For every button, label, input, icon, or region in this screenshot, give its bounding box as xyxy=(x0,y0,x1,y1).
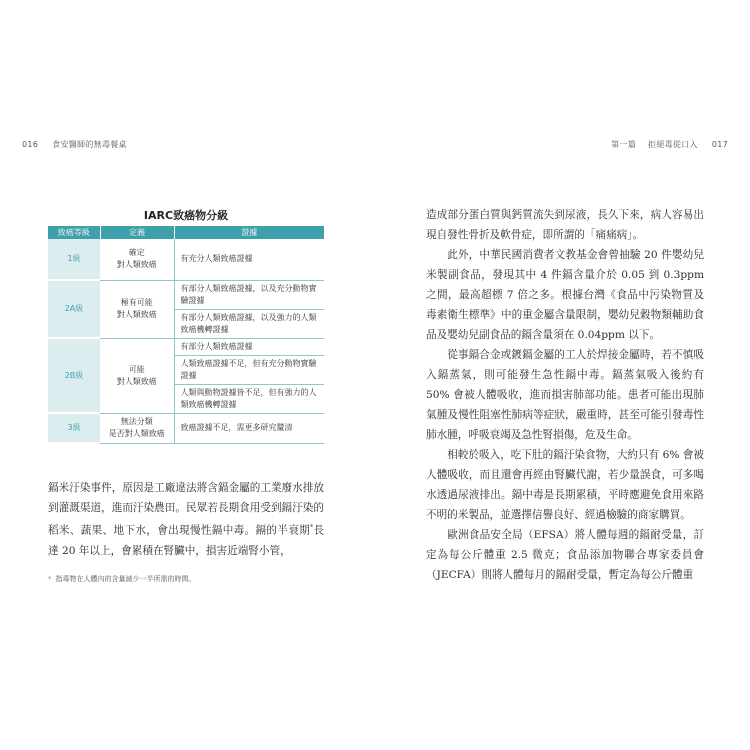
column-header-evidence: 證據 xyxy=(174,226,324,239)
left-page-number: 016 xyxy=(22,140,39,149)
body-paragraph: 造成部分蛋白質與鈣質流失到尿液，長久下來，病人容易出現自發性骨折及軟骨症，即所謂的「痛痛病」。 xyxy=(426,209,704,241)
left-running-header xyxy=(22,139,127,150)
right-page-number: 017 xyxy=(711,140,728,149)
level-cell: 3級 xyxy=(48,413,100,443)
table-row xyxy=(48,239,324,280)
body-paragraph: 歐洲食品安全局（EFSA）將人體每週的鎘耐受量，訂定為每公斤體重 2.5 微克；食品添加物聯合專家委員會（JECFA）則將人體每月的鎘耐受量，暫定為每公斤體重 xyxy=(426,529,704,581)
footnote xyxy=(48,574,324,584)
definition-cell: 可能 對人類致癌 xyxy=(100,338,174,413)
table-header-row xyxy=(48,226,324,239)
right-chapter: 拒絕毒從口入 xyxy=(648,140,698,149)
body-paragraph: 從事鎘合金或鍍鎘金屬的工人於焊接金屬時，若不慎吸入鎘蒸氣，則可能發生急性鎘中毒。鎘蒸氣吸入後約有 50% 會被人體吸收，進而損害肺部功能。患者可能出現肺氣腫及慢性阻塞性肺病等症狀，嚴重時，甚至可能引發毒性肺水腫，呼吸衰竭及急性腎損傷，危及生命。 xyxy=(426,349,704,441)
evidence-cell: 有部分人類致癌證據 xyxy=(174,338,324,355)
iarc-classification-table xyxy=(48,226,324,444)
footnote-mark: * xyxy=(48,575,52,583)
footnote-text: 指毒物在人體內的含量減少一半所需的時間。 xyxy=(55,575,196,583)
left-body-text xyxy=(48,478,324,561)
table-title: IARC致癌物分級 xyxy=(143,209,229,222)
column-header-level: 致癌等級 xyxy=(48,226,100,239)
evidence-cell: 致癌證據不足，需更多研究釐清 xyxy=(174,413,324,443)
evidence-cell: 人類致癌證據不足，但有充分動物實驗證據 xyxy=(174,355,324,384)
right-running-header xyxy=(611,139,728,150)
body-paragraph: 相較於吸入，吃下肚的鎘汙染食物，大約只有 6% 會被人體吸收，而且還會再經由腎臟代謝，若少量誤食，可多喝水透過尿液排出。鎘中毒是長期累積，平時應避免食用來路不明的米製品，並選擇信譽良好、經過檢驗的商家購買。 xyxy=(426,449,704,521)
evidence-cell: 有部分人類致癌證據，以及充分動物實驗證據 xyxy=(174,280,324,309)
right-section: 第一篇 xyxy=(611,140,637,149)
table-row xyxy=(48,413,324,443)
evidence-cell: 有充分人類致癌證據 xyxy=(174,239,324,280)
evidence-cell: 有部分人類致癌證據，以及強力的人類致癌機轉證據 xyxy=(174,309,324,338)
footnote-marker: * xyxy=(310,524,314,531)
definition-cell: 極有可能 對人類致癌 xyxy=(100,280,174,338)
right-body-text xyxy=(426,205,704,585)
body-paragraph: 鎘米汙染事件，原因是工廠違法將含鎘金屬的工業廢水排放到灌溉渠道，進而汙染農田。民眾若長期食用受到鎘汙染的稻米、蔬果、地下水，會出現慢性鎘中毒。鎘的半衰期*長達 20 年以上，會累積在腎臟中，損害近端腎小管， xyxy=(48,482,324,557)
level-cell: 1級 xyxy=(48,239,100,280)
evidence-cell: 人類與動物證據皆不足，但有強力的人類致癌機轉證據 xyxy=(174,384,324,413)
table-row xyxy=(48,338,324,355)
definition-cell: 無法分類 是否對人類致癌 xyxy=(100,413,174,443)
level-cell: 2B級 xyxy=(48,338,100,413)
column-header-definition: 定義 xyxy=(100,226,174,239)
level-cell: 2A級 xyxy=(48,280,100,338)
definition-cell: 確定 對人類致癌 xyxy=(100,239,174,280)
left-book-title: 食安醫師的無毒餐桌 xyxy=(52,140,127,149)
table-row xyxy=(48,280,324,309)
body-paragraph: 此外，中華民國消費者文教基金會曾抽驗 20 件嬰幼兒米製副食品，發現其中 4 件鎘含量介於 0.05 到 0.3ppm 之間，最高超標 7 倍之多。根據台灣《食品中污染物質及毒素衛生標準》中的重金屬含量限制，嬰幼兒穀物類輔助食品及嬰幼兒副食品的鎘含量須在 0.04ppm 以下。 xyxy=(426,249,704,341)
